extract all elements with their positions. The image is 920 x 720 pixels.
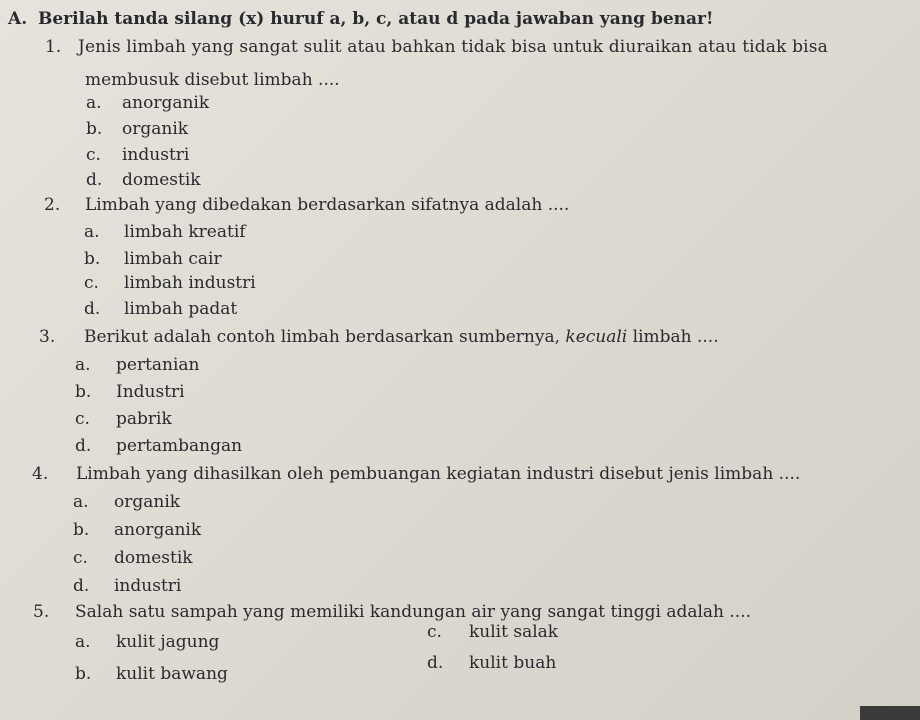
question-3: [39, 327, 719, 347]
option-text: limbah kreatif: [124, 222, 246, 242]
option-1a[interactable]: [86, 93, 209, 113]
option-text: limbah industri: [124, 273, 256, 293]
option-letter: d.: [73, 576, 90, 596]
option-text: kulit bawang: [116, 664, 228, 684]
option-letter: d.: [84, 299, 101, 319]
question-text-post: limbah ....: [627, 327, 719, 347]
option-text: limbah cair: [124, 249, 222, 269]
option-letter: b.: [86, 119, 103, 139]
option-2b[interactable]: [84, 249, 222, 269]
option-letter: a.: [84, 222, 100, 242]
option-4b[interactable]: [73, 520, 201, 540]
option-3c[interactable]: [75, 409, 172, 429]
question-text: Jenis limbah yang sangat sulit atau bahkan tidak bisa untuk diuraikan atau tidak bisa: [78, 37, 828, 57]
option-letter: c.: [84, 273, 99, 293]
option-text: kulit salak: [469, 622, 559, 642]
question-number: 1.: [45, 37, 62, 57]
option-letter: a.: [73, 492, 89, 512]
option-4c[interactable]: [73, 548, 193, 568]
option-1b[interactable]: [86, 119, 188, 139]
question-text-pre: Berikut adalah contoh limbah berdasarkan sumbernya,: [84, 327, 566, 347]
option-text: pertambangan: [116, 436, 243, 456]
option-text: anorganik: [122, 93, 210, 113]
option-letter: a.: [75, 355, 91, 375]
question-number: 5.: [33, 602, 50, 622]
question-text: Salah satu sampah yang memiliki kandungan air yang sangat tinggi adalah ....: [75, 602, 752, 622]
option-text: pabrik: [116, 409, 172, 429]
option-letter: a.: [86, 93, 102, 113]
option-letter: c.: [427, 622, 442, 642]
section-instruction: Berilah tanda silang (x) huruf a, b, c, atau d pada jawaban yang benar!: [38, 9, 714, 29]
option-2d[interactable]: [84, 299, 237, 319]
option-letter: b.: [73, 520, 90, 540]
option-1c[interactable]: [86, 145, 189, 165]
option-text: limbah padat: [124, 299, 238, 319]
option-text: anorganik: [114, 520, 202, 540]
option-text: industri: [122, 145, 190, 165]
option-letter: c.: [75, 409, 90, 429]
question-text-emphasis: kecuali: [565, 327, 628, 347]
option-2a[interactable]: [84, 222, 246, 242]
option-1d[interactable]: [86, 170, 201, 190]
question-text: Limbah yang dihasilkan oleh pembuangan kegiatan industri disebut jenis limbah ....: [76, 464, 801, 484]
option-text: kulit buah: [469, 653, 557, 673]
question-number: 3.: [39, 327, 56, 347]
option-5b[interactable]: [75, 664, 228, 684]
question-1-continuation: membusuk disebut limbah ....: [85, 70, 340, 90]
dark-corner-shadow: [860, 706, 920, 720]
question-5: [33, 602, 751, 622]
option-letter: b.: [75, 664, 92, 684]
option-text: organik: [114, 492, 181, 512]
question-text: Limbah yang dibedakan berdasarkan sifatnya adalah ....: [85, 195, 570, 215]
option-2c[interactable]: [84, 273, 256, 293]
option-3a[interactable]: [75, 355, 200, 375]
option-5c[interactable]: [427, 622, 558, 642]
option-letter: c.: [86, 145, 101, 165]
question-number: 4.: [32, 464, 49, 484]
option-letter: c.: [73, 548, 88, 568]
option-5d[interactable]: [427, 653, 556, 673]
option-letter: a.: [75, 632, 91, 652]
option-text: domestik: [122, 170, 201, 190]
option-letter: d.: [427, 653, 444, 673]
section-label: A.: [8, 9, 28, 29]
option-text: Industri: [116, 382, 185, 402]
option-letter: b.: [75, 382, 92, 402]
option-letter: d.: [75, 436, 92, 456]
option-4d[interactable]: [73, 576, 181, 596]
question-2: [44, 195, 569, 215]
question-number: 2.: [44, 195, 61, 215]
option-text: organik: [122, 119, 189, 139]
question-4: [32, 464, 800, 484]
option-letter: d.: [86, 170, 103, 190]
option-text: pertanian: [116, 355, 200, 375]
option-text: industri: [114, 576, 182, 596]
option-3b[interactable]: [75, 382, 185, 402]
option-letter: b.: [84, 249, 101, 269]
option-5a[interactable]: [75, 632, 219, 652]
option-4a[interactable]: [73, 492, 180, 512]
section-header: [8, 9, 713, 29]
option-3d[interactable]: [75, 436, 242, 456]
option-text: domestik: [114, 548, 193, 568]
option-text: kulit jagung: [116, 632, 220, 652]
question-1: [45, 37, 828, 57]
